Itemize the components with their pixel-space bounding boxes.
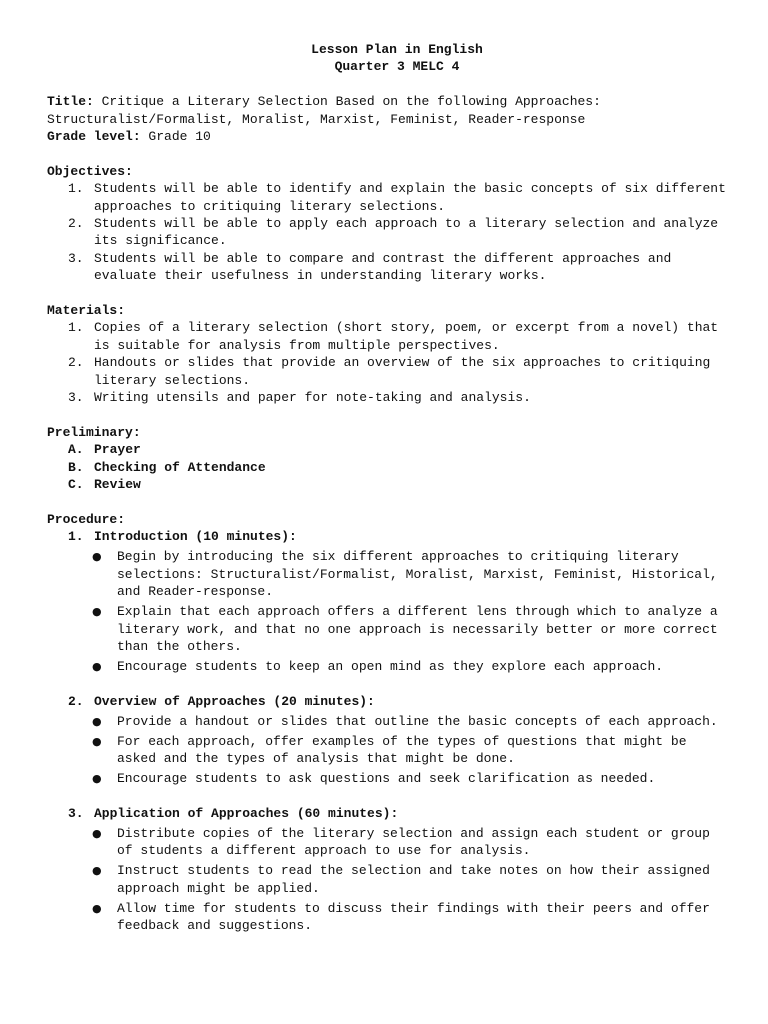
bullet-text: Provide a handout or slides that outline the basic concepts of each approach. [117, 713, 718, 729]
list-item-text: Students will be able to identify and explain the basic concepts of six different approaches to critiquing literary selections. [94, 181, 726, 214]
list-item [47, 459, 727, 476]
bullet-text: Encourage students to ask questions and seek clarification as needed. [117, 771, 656, 787]
list-item [47, 215, 727, 250]
bullet-icon: ● [92, 714, 102, 728]
list-marker: B. [68, 459, 84, 475]
step-title-text: Application of Approaches (60 minutes): [94, 805, 399, 821]
bullet-item [47, 770, 727, 787]
materials-list [47, 319, 727, 406]
bullet-icon: ● [92, 659, 102, 673]
list-marker: 3. [68, 250, 84, 266]
list-item-text: Prayer [94, 442, 141, 458]
bullet-item [47, 603, 727, 655]
procedure-step-title [47, 693, 727, 710]
bullet-icon: ● [92, 605, 102, 619]
list-marker: 2. [68, 216, 84, 232]
list-item [47, 354, 727, 389]
list-marker: A. [68, 442, 84, 458]
bullet-text: Explain that each approach offers a different lens through which to analyze a literary work, and that no one approach is necessarily better or more correct than the others. [117, 604, 718, 654]
list-marker: 3. [68, 390, 84, 406]
bullet-text: Allow time for students to discuss their findings with their peers and offer feedback and suggestions. [117, 900, 710, 934]
list-item [47, 389, 727, 406]
bullet-text: For each approach, offer examples of the types of questions that might be asked and the types of analysis that might be done. [117, 733, 687, 767]
list-item-text: Students will be able to compare and contrast the different approaches and evaluate their usefulness in understanding literary works. [94, 250, 672, 284]
bullet-item [47, 900, 727, 935]
document-title: Lesson Plan in English [311, 42, 483, 57]
list-item-text: Review [94, 477, 141, 493]
bullet-item [47, 825, 727, 860]
bullet-text: Instruct students to read the selection and take notes on how their assigned approach might be applied. [117, 863, 710, 896]
materials-heading: Materials: [47, 303, 126, 319]
list-item [47, 180, 727, 215]
step-marker: 2. [68, 693, 84, 709]
objectives-list [47, 180, 727, 284]
list-item [47, 441, 727, 458]
list-item [47, 250, 727, 285]
step-bullet-list [47, 548, 727, 675]
step-bullet-list [47, 825, 727, 935]
step-title-text: Introduction (10 minutes): [94, 529, 297, 545]
bullet-text: Distribute copies of the literary selection and assign each student or group of students a different approach to use for analysis. [117, 825, 710, 859]
list-marker: 1. [68, 181, 84, 197]
preliminary-heading: Preliminary: [47, 424, 141, 440]
step-bullet-list [47, 713, 727, 788]
document-subtitle: Quarter 3 MELC 4 [334, 59, 460, 75]
list-item-text: Writing utensils and paper for note-taking and analysis. [94, 390, 531, 406]
bullet-icon: ● [92, 901, 102, 915]
step-title-text: Overview of Approaches (20 minutes): [94, 693, 375, 709]
bullet-icon: ● [92, 826, 102, 840]
list-item-text: Handouts or slides that provide an overview of the six approaches to critiquing literary selections. [94, 355, 711, 388]
step-marker: 3. [68, 805, 84, 821]
grade-label: Grade level: [47, 129, 141, 145]
title-line [47, 93, 727, 128]
bullet-item [47, 733, 727, 768]
lesson-plan-page [47, 41, 727, 935]
bullet-item [47, 548, 727, 600]
bullet-item [47, 862, 727, 897]
bullet-icon: ● [92, 734, 102, 748]
grade-line [47, 128, 727, 145]
procedure-step-title [47, 805, 727, 822]
procedure-step-title [47, 528, 727, 545]
list-item [47, 476, 727, 493]
list-item-text: Checking of Attendance [94, 459, 266, 475]
bullet-text: Begin by introducing the six different approaches to critiquing literary selections: Structuralist/Formalist, Moralist, Marxist, Feminist, Historical, and Reader-response. [117, 549, 718, 600]
title-label: Title: [47, 94, 94, 110]
list-item-text: Students will be able to apply each approach to a literary selection and analyze its significance. [94, 216, 719, 249]
bullet-item [47, 658, 727, 675]
list-item-text: Copies of a literary selection (short story, poem, or excerpt from a novel) that is suitable for analysis from multiple perspectives. [94, 320, 719, 353]
procedure-heading: Procedure: [47, 511, 126, 527]
step-marker: 1. [68, 529, 84, 545]
list-marker: 2. [68, 355, 84, 371]
list-marker: C. [68, 477, 84, 493]
bullet-text: Encourage students to keep an open mind as they explore each approach. [117, 658, 664, 674]
bullet-icon: ● [92, 864, 102, 878]
bullet-icon: ● [92, 772, 102, 786]
objectives-heading: Objectives: [47, 163, 133, 179]
bullet-item [47, 713, 727, 730]
preliminary-list [47, 441, 727, 493]
list-marker: 1. [68, 320, 84, 336]
list-item [47, 319, 727, 354]
title-text: Critique a Literary Selection Based on the following Approaches: Structuralist/Formalist, Moralist, Marxist, Feminist, Reader-response [47, 94, 601, 127]
grade-text: Grade 10 [140, 129, 211, 145]
bullet-icon: ● [92, 550, 102, 564]
